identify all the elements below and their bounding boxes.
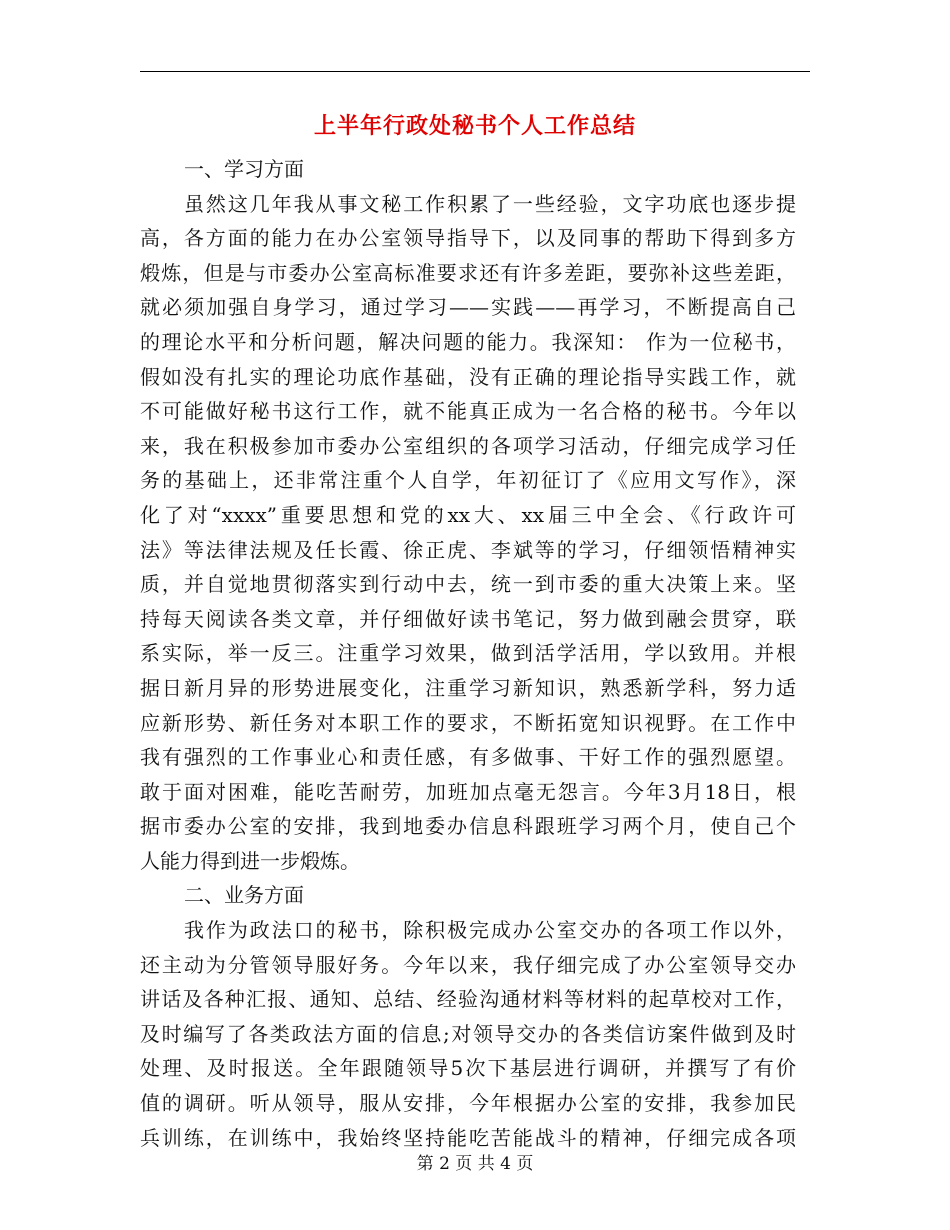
- text-line: 虽然这几年我从事文秘工作积累了一些经验，文字功底也逐步提: [184, 191, 796, 216]
- text-line: 假如没有扎实的理论功底作基础，没有正确的理论指导实践工作，就: [140, 364, 796, 389]
- text-line: 据日新月异的形势进展变化，注重学习新知识，熟悉新学科，努力适: [140, 675, 796, 700]
- document-body: [140, 152, 796, 1155]
- text-line: 讲话及各种汇报、通知、总结、经验沟通材料等材料的起草校对工作，: [140, 987, 796, 1012]
- text-line: 质，并自觉地贯彻落实到行动中去，统一到市委的重大决策上来。坚: [140, 572, 796, 597]
- section-heading: 二、业务方面: [184, 883, 304, 908]
- text-line: 不可能做好秘书这行工作，就不能真正成为一名合格的秘书。今年以: [140, 399, 796, 424]
- page-footer: 第 2 页 共 4 页: [416, 1154, 534, 1174]
- text-line: 煅炼，但是与市委办公室高标准要求还有许多差距，要弥补这些差距，: [140, 260, 796, 285]
- text-line: 值的调研。听从领导，服从安排，今年根据办公室的安排，我参加民: [140, 1091, 796, 1116]
- text-line: 的理论水平和分析问题，解决问题的能力。我深知： 作为一位秘书，: [140, 329, 796, 354]
- text-line: 敢于面对困难，能吃苦耐劳，加班加点毫无怨言。今年3月18日，根: [140, 779, 796, 804]
- header-rule: [140, 71, 810, 72]
- text-line: 就必须加强自身学习，通过学习——实践——再学习，不断提高自己: [140, 295, 796, 320]
- text-line: 持每天阅读各类文章，并仔细做好读书笔记，努力做到融会贯穿，联: [140, 606, 796, 631]
- text-line: 据市委办公室的安排，我到地委办信息科跟班学习两个月，使自己个: [140, 814, 796, 839]
- text-line: 还主动为分管领导服好务。今年以来，我仔细完成了办公室领导交办: [140, 952, 796, 977]
- text-line: 我作为政法口的秘书，除积极完成办公室交办的各项工作以外，: [184, 918, 796, 943]
- text-line: 及时编写了各类政法方面的信息;对领导交办的各类信访案件做到及时: [140, 1021, 796, 1046]
- text-line: 系实际，举一反三。注重学习效果，做到活学活用，学以致用。并根: [140, 641, 796, 666]
- text-line: 化了对“xxxx”重要思想和党的xx大、xx届三中全会、《行政许可: [140, 502, 796, 527]
- text-line: 法》等法律法规及任长霞、徐正虎、李斌等的学习，仔细领悟精神实: [140, 537, 796, 562]
- text-line: 应新形势、新任务对本职工作的要求，不断拓宽知识视野。在工作中: [140, 710, 796, 735]
- text-line: 来，我在积极参加市委办公室组织的各项学习活动，仔细完成学习任: [140, 433, 796, 458]
- text-line: 高，各方面的能力在办公室领导指导下，以及同事的帮助下得到多方: [140, 226, 796, 251]
- section-heading: 一、学习方面: [184, 157, 304, 181]
- text-line: 兵训练，在训练中，我始终坚持能吃苦能战斗的精神，仔细完成各项: [140, 1125, 796, 1150]
- text-line: 人能力得到进一步煅炼。: [140, 848, 360, 873]
- text-line: 处理、及时报送。全年跟随领导5次下基层进行调研，并撰写了有价: [140, 1056, 796, 1081]
- text-line: 务的基础上，还非常注重个人自学，年初征订了《应用文写作》，深: [140, 468, 796, 493]
- document-title: 上半年行政处秘书个人工作总结: [313, 113, 636, 139]
- text-line: 我有强烈的工作事业心和责任感，有多做事、干好工作的强烈愿望。: [140, 745, 796, 770]
